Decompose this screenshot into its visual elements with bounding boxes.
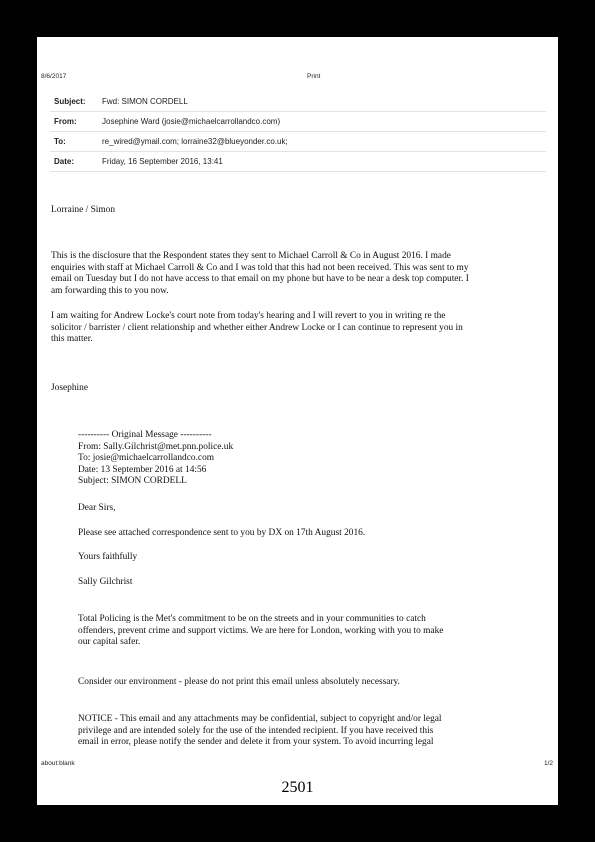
- text-line: offenders, prevent crime and support victims. We are here for London, working with you to make: [78, 625, 444, 636]
- email-paragraph-2: [51, 311, 463, 346]
- meta-row-from: [50, 111, 546, 131]
- meta-row-to: [50, 131, 546, 151]
- email-paragraph-1: [51, 251, 469, 297]
- meta-value: Josephine Ward (josie@michaelcarrollandco.com): [102, 117, 281, 126]
- text-line: solicitor / barrister / client relationship and whether either Andrew Locke or I can continue to represent you in: [51, 322, 463, 333]
- text-line: our capital safer.: [78, 637, 141, 648]
- original-message-header: [78, 430, 233, 488]
- text-line: This is the disclosure that the Respondent states they sent to Michael Carroll & Co in August 2016. I made: [51, 251, 451, 261]
- meta-value: Friday, 16 September 2016, 13:41: [102, 157, 223, 166]
- environment-notice: Consider our environment - please do not print this email unless absolutely necessary.: [78, 677, 400, 687]
- document-page: [37, 37, 558, 805]
- print-footer-page: 1/2: [543, 760, 553, 767]
- email-signoff: Josephine: [51, 383, 88, 393]
- text-line: privilege and are intended solely for the use of the intended recipient. If you have received this: [78, 725, 434, 736]
- email-meta-table: [50, 92, 546, 172]
- meta-label: From:: [54, 117, 77, 126]
- text-line: Total Policing is the Met's commitment to be on the streets and in your communities to catch: [78, 614, 426, 624]
- email-greeting: Lorraine / Simon: [51, 205, 116, 215]
- meta-label: To:: [54, 137, 66, 146]
- print-title: Print: [307, 73, 321, 80]
- original-sender-name: Sally Gilchrist: [78, 577, 133, 587]
- text-line: To: josie@michaelcarrollandco.com: [78, 453, 215, 464]
- original-line-1: Please see attached correspondence sent to you by DX on 17th August 2016.: [78, 528, 366, 538]
- text-line: I am waiting for Andrew Locke's court note from today's hearing and I will revert to you in writing re the: [51, 311, 446, 321]
- meta-row-date: [50, 151, 546, 172]
- print-footer-url: about:blank: [41, 760, 75, 767]
- text-line: NOTICE - This email and any attachments may be confidential, subject to copyright and/or legal: [78, 714, 442, 724]
- text-line: email on Tuesday but I do not have access to that email on my phone but have to be near a desk top computer. I: [51, 274, 469, 285]
- text-line: email in error, please notify the sender and delete it from your system. To avoid incurring legal: [78, 737, 434, 748]
- page-number: 2501: [281, 779, 314, 796]
- legal-notice: [78, 714, 442, 749]
- meta-label: Date:: [54, 157, 75, 166]
- text-line: Date: 13 September 2016 at 14:56: [78, 464, 207, 475]
- meta-label: Subject:: [54, 97, 86, 106]
- print-date: 8/6/2017: [41, 73, 67, 80]
- text-line: this matter.: [51, 334, 93, 345]
- text-line: From: Sally.Gilchrist@met.pnn.police.uk: [78, 441, 234, 452]
- text-line: Subject: SIMON CORDELL: [78, 476, 187, 487]
- text-line: am forwarding this to you now.: [51, 285, 169, 296]
- original-closing: Yours faithfully: [78, 552, 138, 562]
- meta-row-subject: [50, 92, 546, 111]
- meta-value: re_wired@ymail.com; lorraine32@blueyonder.co.uk;: [102, 137, 288, 146]
- text-line: enquiries with staff at Michael Carroll & Co and I was told that this had not been received. This was sent to my: [51, 262, 469, 273]
- meta-value: Fwd: SIMON CORDELL: [102, 97, 188, 106]
- text-line: ---------- Original Message ----------: [78, 430, 212, 440]
- policing-statement: [78, 614, 443, 649]
- original-greeting: Dear Sirs,: [78, 503, 116, 513]
